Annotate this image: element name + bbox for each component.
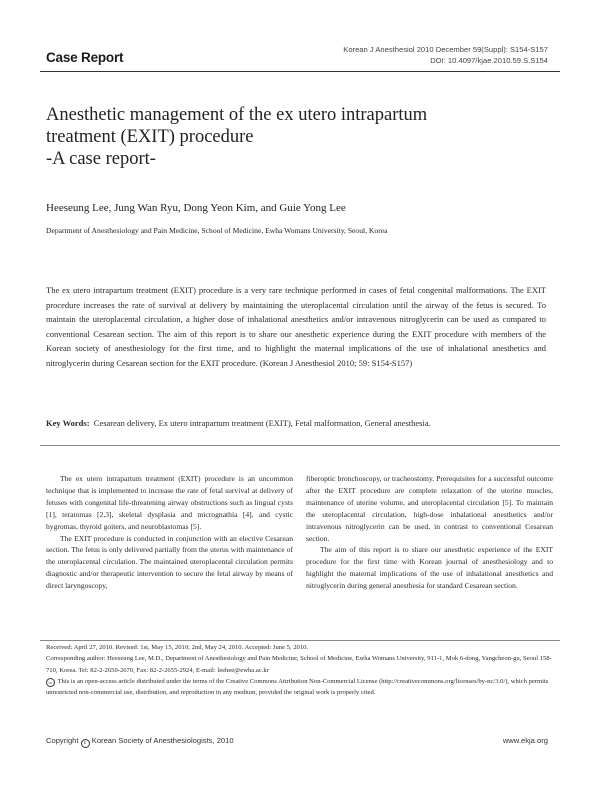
license-note	[46, 676, 556, 699]
copyright-icon: c	[81, 739, 90, 748]
received-dates: Received: April 27, 2010. Revised: 1st, May 15, 2010; 2nd, May 24, 2010. Accepted: June 5, 2010.	[46, 644, 309, 651]
body-paragraph: The ex utero intrapartum treatment (EXIT) procedure is an uncommon technique that is implemented to increase the rate of fetal survival at delivery of fetuses with congenital life-threatening airway obstructions such as lingual cysts [1], teratomas [2,3], skeletal dysplasia and micrognathia [4], and cystic hygromas, thyroid goiters, and neuroblastomas [5].	[46, 474, 293, 531]
body-paragraph: fiberoptic bronchoscopy, or tracheostomy. Prerequisites for a successful outcome after the EXIT procedure are complete relaxation of the uterine muscles, maintenance of uterine volume, and uteroplacental circulation [5]. To maintain the uteroplacental circulation, high-dose inhalational anesthetics and/or intravenous nitroglycerin can be used, in contrast to conventional Cesarean section.	[306, 474, 553, 543]
keywords-divider	[40, 445, 560, 446]
author-list: Heeseung Lee, Jung Wan Ryu, Dong Yeon Kim, and Guie Yong Lee	[46, 202, 346, 214]
header-divider	[40, 71, 560, 72]
keywords-label: Key Words:	[46, 418, 90, 428]
body-column-right	[306, 473, 553, 592]
body-paragraph: The aim of this report is to share our anesthetic experience of the EXIT procedure for the first time with Korean journal of anesthesiology and to highlight the maternal implications of the use of inhalational anesthetics and nitroglycerin during general anesthesia for standard Cesarean section.	[306, 545, 553, 591]
copyright-text: Korean Society of Anesthesiologists, 2010	[91, 736, 234, 745]
copyright	[46, 736, 234, 748]
journal-citation	[343, 44, 548, 66]
affiliation: Department of Anesthesiology and Pain Medicine, School of Medicine, Ewha Womans University, Seoul, Korea	[46, 226, 388, 235]
article-title	[46, 104, 546, 170]
title-subtitle: -A case report-	[46, 149, 156, 169]
journal-citation-line: Korean J Anesthesiol 2010 December 59(Suppl): S154-S157	[343, 45, 548, 54]
footnotes	[46, 642, 556, 698]
keywords-text: Cesarean delivery, Ex utero intrapartum treatment (EXIT), Fetal malformation, General anesthesia.	[93, 418, 431, 428]
body-column-left	[46, 473, 293, 592]
copyright-prefix: Copyright	[46, 736, 79, 745]
license-text: This is an open-access article distributed under the terms of the Creative Commons Attribution Non-Commercial License (http://creativecommons.org/licenses/by-nc/3.0/), which permits unrestricted non-commercial use, distribution, and reproduction in any medium, provided the original work is properly cited.	[46, 677, 549, 697]
body-paragraph: The EXIT procedure is conducted in conjunction with an elective Cesarean section. The fetus is only delivered partially from the uterus with maintenance of the uteroplacental circulation. The maintained uteroplacental circulation permits diagnostic and/or therapeutic intervention to secure the fetal airway by means of direct laryngoscopy,	[46, 533, 293, 591]
abstract: The ex utero intrapartum treatment (EXIT) procedure is a very rare technique performed in cases of fetal congenital malformations. The EXIT procedure increases the rate of survival at delivery by maintaining the uteroplacental circulation until the airway of the fetus is secured. To maintain the uteroplacental circulation, a higher dose of inhalational anesthetics and/or intravenous nitroglycerin can be used as compared to conventional Cesarean section. The aim of this report is to share our anesthetic experience during the EXIT procedure with members of the Korean society of anesthesiology for the first time, and to highlight the maternal implications of the use of inhalational anesthetics and nitroglycerin during Cesarean section for the EXIT procedure. (Korean J Anesthesiol 2010; 59: S154-S157)	[46, 285, 546, 368]
creative-commons-icon: cc	[46, 678, 55, 687]
title-line: treatment (EXIT) procedure	[46, 127, 254, 147]
title-line: Anesthetic management of the ex utero intrapartum	[46, 105, 428, 125]
footnote-divider	[40, 640, 560, 641]
doi-line: DOI: 10.4097/kjae.2010.59.S.S154	[430, 56, 548, 65]
journal-website-link[interactable]: www.ekja.org	[502, 736, 548, 745]
corresponding-author: Corresponding author: Heeseung Lee, M.D., Department of Anesthesiology and Pain Medicine, School of Medicine, Ewha Womans University, 911-1, Mok 6-dong, Yangcheon-gu, Seoul 158-710, Korea. Tel: 82-2-2650-2670, Fax: 82-2-2655-2924, E-mail: leehee@ewha.ac.kr	[46, 655, 552, 674]
keywords	[46, 418, 556, 428]
section-label: Case Report	[46, 50, 124, 65]
